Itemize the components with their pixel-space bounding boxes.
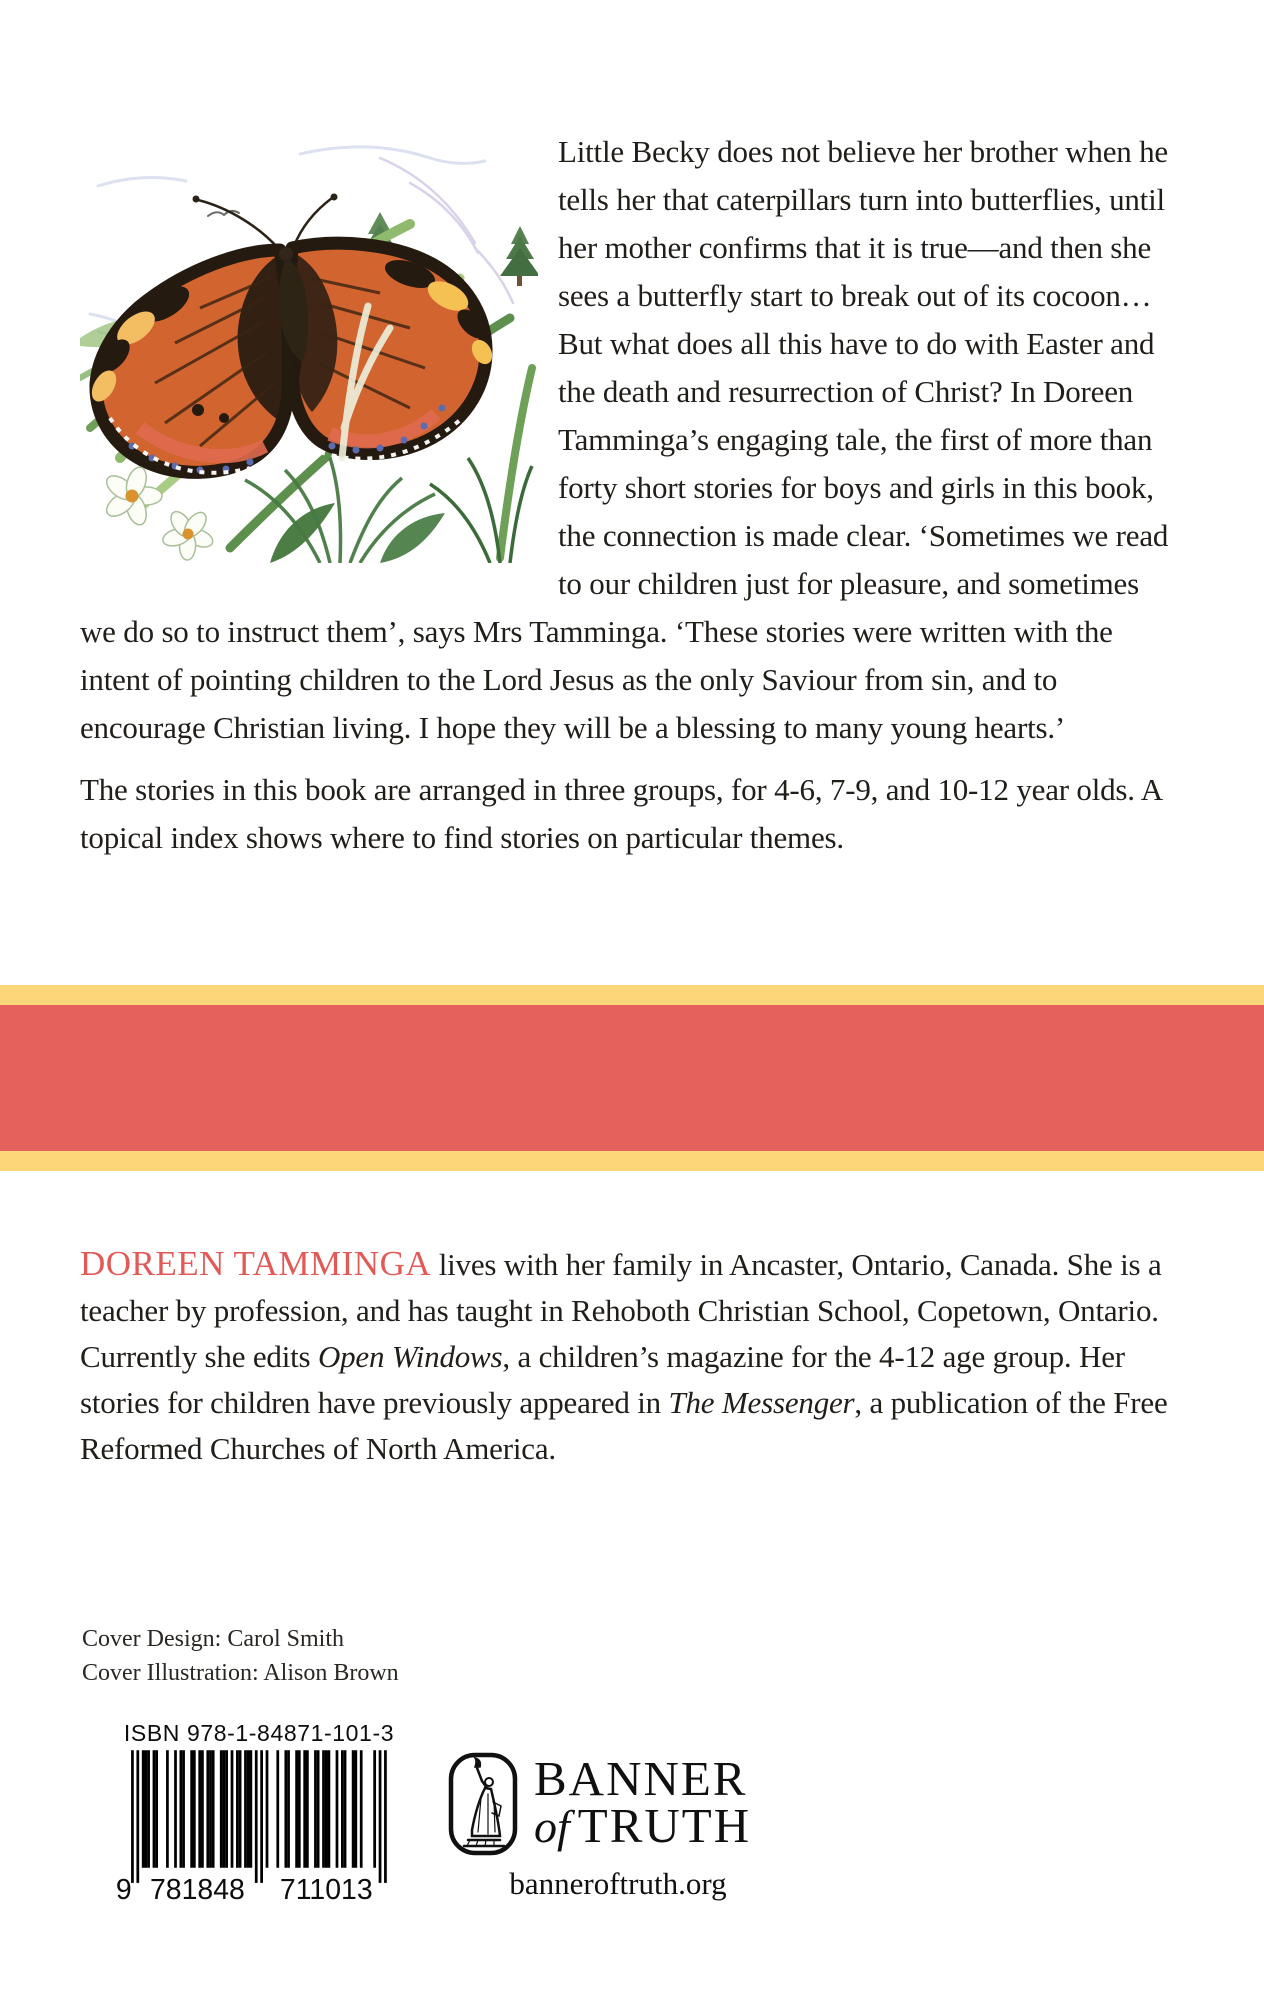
decorative-bands	[0, 985, 1264, 1171]
publisher-logo	[448, 1752, 788, 1902]
barcode-digit-group: 781848	[149, 1874, 245, 1904]
barcode-block	[114, 1720, 404, 1904]
ean13-barcode-icon	[114, 1750, 404, 1904]
cover-illustration	[80, 128, 538, 563]
cover-design-credit: Cover Design: Carol Smith	[82, 1626, 344, 1652]
publisher-of: of	[534, 1801, 570, 1852]
red-band	[0, 1005, 1264, 1151]
publisher-website: banneroftruth.org	[509, 1866, 727, 1901]
author-bio	[80, 1241, 1180, 1472]
bio-segment: Open Windows	[317, 1339, 503, 1374]
blurb-section	[80, 0, 1180, 862]
butterfly	[87, 194, 496, 474]
bio-segment: lives with her family in Ancaster, Ontario, Canada. She is a teacher by profession, and has taught in Rehoboth Christian School, Copetown, Ontario. Currently she edits	[80, 1247, 1162, 1374]
credits	[82, 1622, 399, 1690]
butterfly-illustration-icon	[80, 128, 538, 563]
cover-illustration-credit: Cover Illustration: Alison Brown	[82, 1660, 399, 1686]
blurb-paragraph-1: Little Becky does not believe her brother when he tells her that caterpillars turn into butterflies, until her mother confirms that it is true—and then she sees a butterfly start to break out of its cocoon… But what does all this have to do with Easter and the death and resurrection of Christ? In Doreen Tamminga’s engaging tale, the first of more than forty short stories for boys and girls in this book, the connection is made clear. ‘Sometimes we read to our children just for pleasure, and sometimes we do so to instruct them’, says Mrs Tamminga. ‘These stories were written with the intent of pointing children to the Lord Jesus as the only Saviour from sin, and to encourage Christian living. I hope they will be a blessing to many young hearts.’	[80, 134, 1169, 745]
yellow-band-top	[0, 985, 1264, 1005]
foreground-leaves	[245, 458, 532, 563]
bio-segment: The Messenger	[668, 1385, 855, 1420]
isbn-label: ISBN 978-1-84871-101-3	[123, 1720, 395, 1746]
white-flowers	[102, 465, 215, 561]
banner-of-truth-mark-icon	[448, 1752, 518, 1856]
blurb-paragraph-2: The stories in this book are arranged in three groups, for 4-6, 7-9, and 10-12 year olds. A topical index shows where to find stories on particular themes.	[80, 772, 1162, 855]
publisher-logo-row	[448, 1752, 788, 1856]
yellow-band-bottom	[0, 1151, 1264, 1171]
bio-segment: , a publication of the Free Reformed Churches of North America.	[80, 1385, 1168, 1466]
publisher-wordmark	[534, 1752, 751, 1851]
barcode-digit-group: 711013	[279, 1874, 373, 1904]
bio-segment: , a children’s magazine for the 4-12 age group. Her stories for children have previously appeared in	[80, 1339, 1125, 1420]
bio-segment: DOREEN TAMMINGA	[80, 1244, 432, 1283]
publisher-truth: TRUTH	[577, 1798, 752, 1853]
publisher-name-line1: BANNER	[534, 1751, 748, 1806]
publisher-name-line2	[534, 1798, 752, 1853]
barcode-digit-group: 9	[115, 1874, 132, 1904]
